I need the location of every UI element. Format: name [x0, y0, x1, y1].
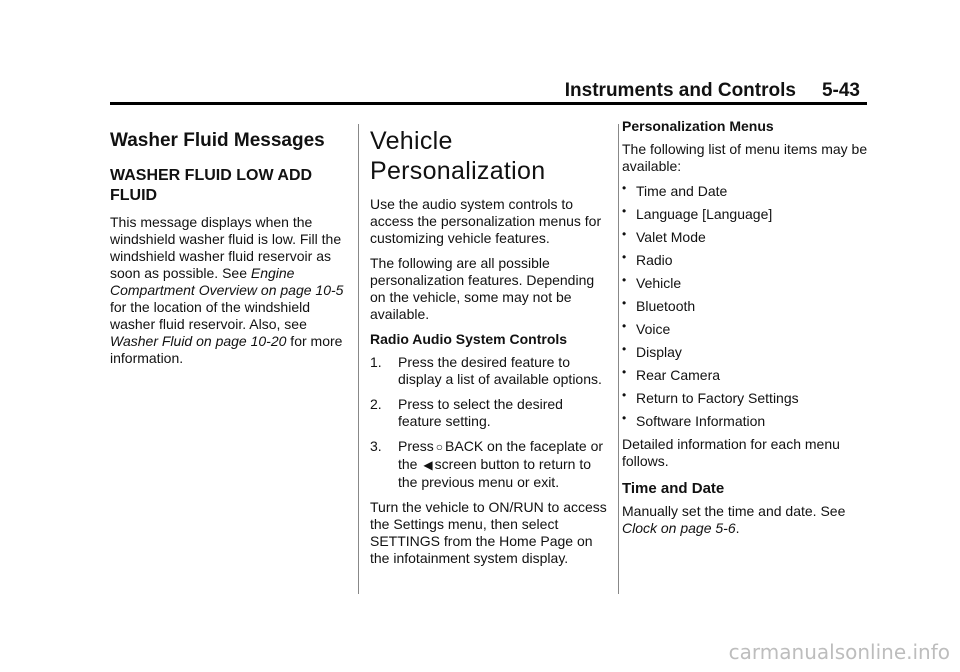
column-personalization-menus — [622, 118, 872, 545]
bullet-icon: • — [622, 181, 627, 195]
page-number: 5-43 — [821, 80, 860, 101]
washer-fluid-link[interactable]: Washer Fluid on page 10-20 — [110, 333, 287, 349]
menu-item — [622, 390, 872, 407]
menu-item-label: Language [Language] — [636, 206, 773, 222]
engine-compartment-link[interactable]: Engine Compartment Overview on page 10-5 — [110, 265, 344, 298]
menu-item-label: Voice — [636, 321, 671, 337]
menu-item — [622, 298, 872, 315]
column-washer-fluid — [110, 118, 350, 375]
menu-item — [622, 413, 872, 430]
header-title: Instruments and Controls — [564, 80, 796, 101]
column-vehicle-personalization — [370, 118, 610, 575]
bullet-icon: • — [622, 342, 627, 356]
time-and-date-heading: Time and Date — [622, 480, 725, 497]
step-text: Press the desired feature to display a list of available options. — [398, 354, 602, 387]
back-arrow-icon: ◀ — [423, 458, 433, 472]
menu-item-label: Display — [636, 344, 682, 360]
menu-list — [622, 183, 872, 430]
menu-item-label: Vehicle — [636, 275, 682, 291]
back-button-icon: ○ — [435, 440, 444, 454]
bullet-icon: • — [622, 411, 627, 425]
personalization-menus-subheading: Personalization Menus — [622, 118, 774, 134]
step-number: 2. — [370, 396, 382, 412]
step-item — [370, 438, 610, 491]
washer-fluid-low-subheading: WASHER FLUID LOW ADD FLUID — [110, 167, 313, 204]
step-text: BACK on the faceplate or the — [398, 438, 604, 472]
step-number: 1. — [370, 354, 382, 370]
time-and-date-paragraph — [622, 503, 872, 537]
bullet-icon: • — [622, 365, 627, 379]
bullet-icon: • — [622, 296, 627, 310]
menu-item — [622, 275, 872, 292]
step-text: Press to select the desired feature setting. — [398, 396, 563, 429]
bullet-icon: • — [622, 273, 627, 287]
intro-paragraph: Use the audio system controls to access the personalization menus for customizing vehicle features. — [370, 196, 602, 246]
steps-list — [370, 354, 610, 491]
menu-item-label: Rear Camera — [636, 367, 721, 383]
menu-item-label: Radio — [636, 252, 673, 268]
column-divider-2 — [618, 124, 619, 594]
para-text: . — [735, 520, 740, 536]
bullet-icon: • — [622, 319, 627, 333]
radio-controls-subheading: Radio Audio System Controls — [370, 331, 568, 347]
menu-item-label: Bluetooth — [636, 298, 696, 314]
menu-item-label: Time and Date — [636, 183, 728, 199]
para-text: Manually set the time and date. See — [622, 503, 846, 519]
menu-item-label: Software Information — [636, 413, 766, 429]
bullet-icon: • — [622, 250, 627, 264]
menu-item — [622, 183, 872, 200]
step-text: screen button to return to the previous menu or exit. — [398, 456, 592, 490]
para-text: for more information. — [110, 333, 343, 366]
features-paragraph: The following are all possible personalization features. Depending on the vehicle, some may not be available. — [370, 255, 595, 322]
settings-paragraph: Turn the vehicle to ON/RUN to access the Settings menu, then select SETTINGS from the Home Page on the infotainment system display. — [370, 499, 607, 566]
menu-item — [622, 321, 872, 338]
para-text: This message displays when the windshield washer fluid is low. Fill the windshield washer fluid reservoir as soon as possible. See — [110, 214, 342, 281]
menu-item — [622, 206, 872, 223]
menu-item-label: Valet Mode — [636, 229, 706, 245]
page-header — [560, 80, 860, 102]
menu-item — [622, 367, 872, 384]
para-text: for the location of the windshield washer fluid reservoir. Also, see — [110, 299, 311, 332]
step-item — [370, 354, 610, 388]
column-divider-1 — [358, 124, 359, 594]
header-rule — [110, 102, 867, 105]
bullet-icon: • — [622, 388, 627, 402]
menu-item — [622, 344, 872, 361]
menu-item — [622, 252, 872, 269]
washer-fluid-heading: Washer Fluid Messages — [110, 130, 325, 151]
washer-fluid-paragraph — [110, 214, 350, 367]
bullet-icon: • — [622, 204, 627, 218]
step-number: 3. — [370, 438, 382, 454]
step-item — [370, 396, 610, 430]
step-text: Press — [398, 438, 434, 454]
vehicle-personalization-heading: Vehicle Personalization — [370, 127, 546, 185]
bullet-icon: • — [622, 227, 627, 241]
menu-intro: The following list of menu items may be available: — [622, 141, 868, 174]
clock-link[interactable]: Clock on page 5-6 — [622, 520, 736, 536]
menu-item — [622, 229, 872, 246]
menu-outro: Detailed information for each menu follows. — [622, 436, 840, 469]
menu-item-label: Return to Factory Settings — [636, 390, 799, 406]
watermark: carmanualsonline.info — [728, 640, 950, 664]
